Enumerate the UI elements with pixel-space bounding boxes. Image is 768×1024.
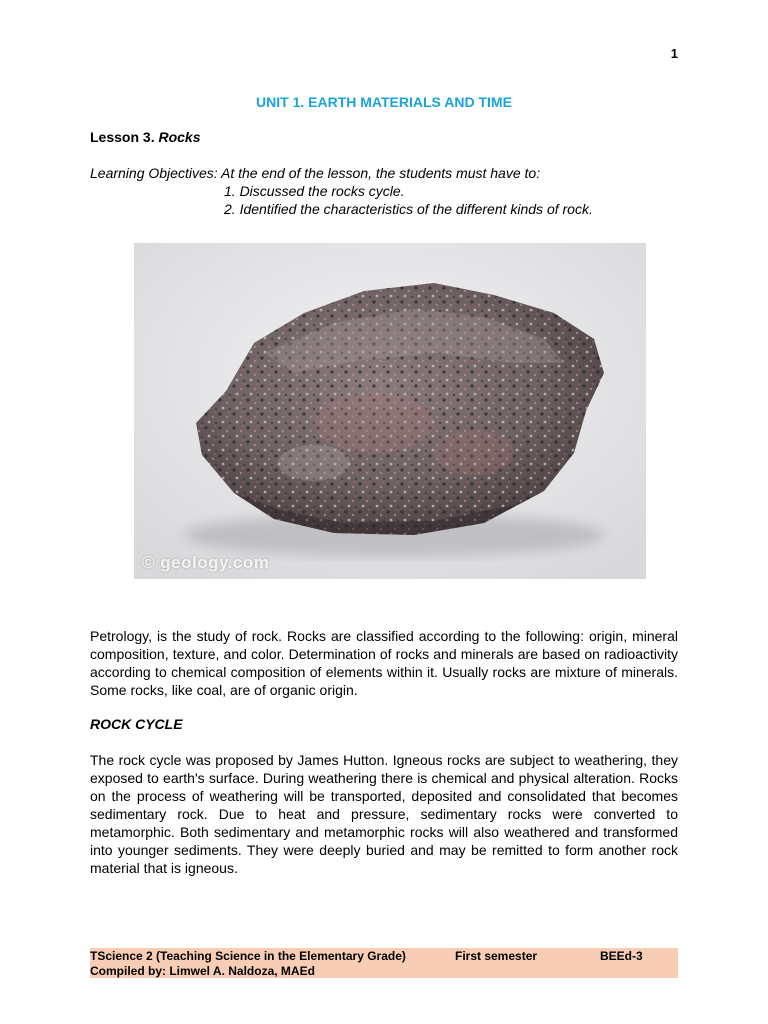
lesson-heading <box>90 129 201 145</box>
footer-compiled-by: Compiled by: Limwel A. Naldoza, MAEd <box>90 964 315 978</box>
objective-item: 1. Discussed the rocks cycle. <box>224 183 405 199</box>
footer-course: TScience 2 (Teaching Science in the Elementary Grade) <box>90 949 406 963</box>
image-watermark: © geology.com <box>142 553 270 572</box>
rock-cycle-paragraph: The rock cycle was proposed by James Hutton. Igneous rocks are subject to weathering, they exposed to earth's surface. During weathering there is chemical and physical alteration. Rocks on the process of weathering will be transported, deposited and consolidated that becomes sedimentary rock. Due to heat and pressure, sedimentary rocks were converted to metamorphic. Both sedimentary and metamorphic rocks will also weathered and transformed into younger sediments. They were deeply buried and may be remitted to form another rock material that is igneous. <box>90 752 678 876</box>
page-footer <box>90 948 678 978</box>
unit-title: UNIT 1. EARTH MATERIALS AND TIME <box>256 94 512 110</box>
footer-section: BEEd-3 <box>600 949 643 963</box>
lesson-name: Rocks <box>158 129 201 145</box>
rock-photo <box>134 243 646 579</box>
rock-cycle-heading: ROCK CYCLE <box>90 716 183 732</box>
lesson-label: Lesson 3. <box>90 129 155 145</box>
objectives-intro: Learning Objectives: At the end of the lesson, the students must have to: <box>90 165 541 181</box>
rock-illustration <box>134 243 646 579</box>
petrology-paragraph: Petrology, is the study of rock. Rocks are classified according to the following: origin, mineral composition, texture, and color. Determination of rocks and minerals are based on radioactivity according to chemical composition of elements within it. Usually rocks are mixture of minerals. Some rocks, like coal, are of organic origin. <box>90 628 678 698</box>
page-number: 1 <box>670 46 678 61</box>
objective-item: 2. Identified the characteristics of the different kinds of rock. <box>224 201 593 217</box>
footer-semester: First semester <box>455 949 538 963</box>
